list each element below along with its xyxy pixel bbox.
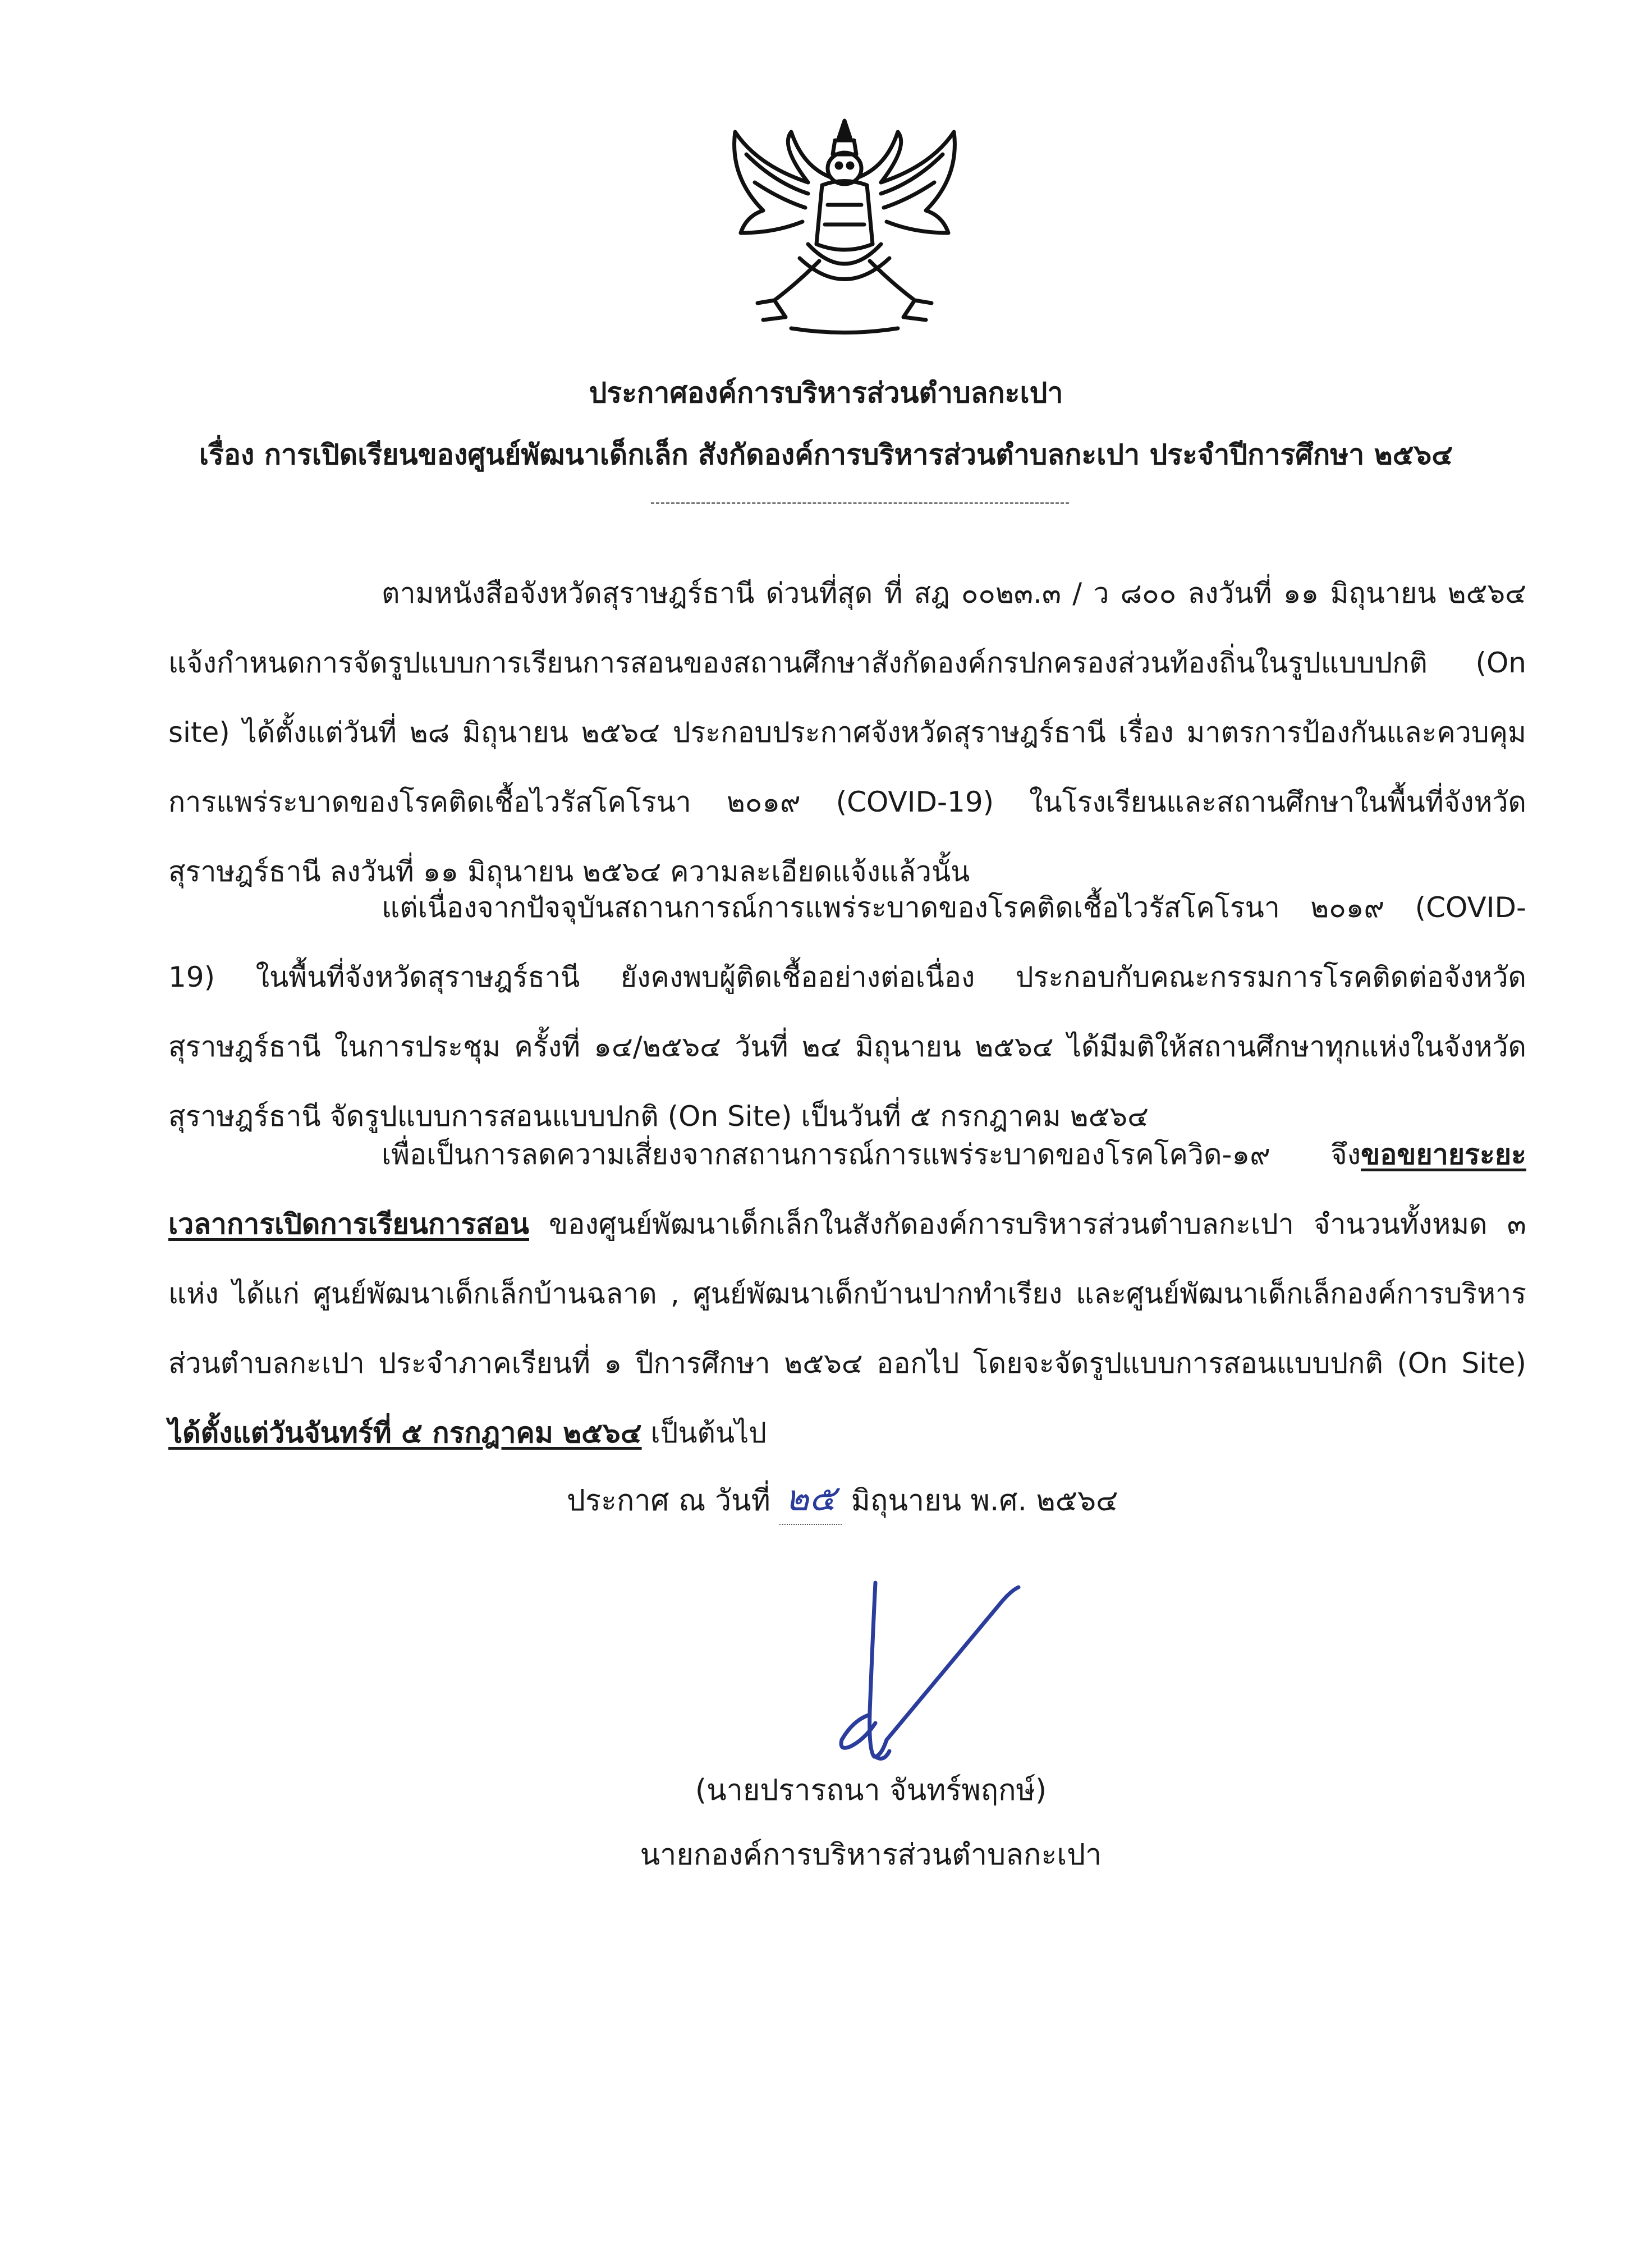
title-divider	[651, 502, 1069, 504]
paragraph-3-text-b: ของศูนย์พัฒนาเด็กเล็กในสังกัดองค์การบริหารส่วนตำบลกะเปา จำนวนทั้งหมด ๓ แห่ง ได้แก่ ศูนย์พัฒนาเด็กเล็กบ้านฉลาด , ศูนย์พัฒนาเด็กบ้านปากทำเรียง และศูนย์พัฒนาเด็กเล็กองค์การบริหารส่วนตำบลกะเปา ประจำภาคเรียนที่ ๑ ปีการศึกษา ๒๕๖๔ ออกไป โดยจะจัดรูปแบบการสอนแบบปกติ (On Site)	[168, 1208, 1526, 1380]
start-date-emphasis: ได้ตั้งแต่วันจันทร์ที่ ๕ กรกฎาคม ๒๕๖๔	[168, 1417, 642, 1449]
paragraph-1-text: ตามหนังสือจังหวัดสุราษฎร์ธานี ด่วนที่สุด ที่ สฎ ๐๐๒๓.๓ / ว ๘๐๐ ลงวันที่ ๑๑ มิถุนายน ๒๕๖๔ แจ้งกำหนดการจัดรูปแบบการเรียนการสอนของสถานศึกษาสังกัดองค์กรปกครองส่วนท้องถิ่นในรูปแบบปกติ (On site) ได้ตั้งแต่วันที่ ๒๘ มิถุนายน ๒๕๖๔ ประกอบประกาศจังหวัดสุราษฎร์ธานี เรื่อง มาตรการป้องกันและควบคุมการแพร่ระบาดของโรคติดเชื้อไวรัสโคโรนา ๒๐๑๙ (COVID-19) ในโรงเรียนและสถานศึกษาในพื้นที่จังหวัดสุราษฎร์ธานี ลงวันที่ ๑๑ มิถุนายน ๒๕๖๔ ความละเอียดแจ้งแล้วนั้น	[168, 577, 1526, 888]
announcement-date	[567, 1473, 1118, 1526]
announcement-subject: เรื่อง การเปิดเรียนของศูนย์พัฒนาเด็กเล็ก สังกัดองค์การบริหารส่วนตำบลกะเปา ประจำปีการศึกษา ๒๕๖๔	[199, 438, 1453, 471]
date-suffix: มิถุนายน พ.ศ. ๒๕๖๔	[851, 1484, 1118, 1518]
paragraph-1	[168, 558, 1526, 906]
paragraph-3-text-a: เพื่อเป็นการลดความเสี่ยงจากสถานการณ์การแพร่ระบาดของโรคโควิด-๑๙ จึง	[382, 1138, 1361, 1171]
handwritten-day: ๒๕	[779, 1473, 842, 1525]
extension-emphasis: ขอขยายระยะเวลาการเปิดการเรียนการสอน	[168, 1138, 1526, 1240]
paragraph-3-text-c: เป็นต้นไป	[641, 1417, 767, 1449]
date-prefix: ประกาศ ณ วันที่	[567, 1484, 770, 1518]
garuda-emblem	[724, 115, 965, 340]
paragraph-2	[168, 873, 1526, 1151]
paragraph-2-text: แต่เนื่องจากปัจจุบันสถานการณ์การแพร่ระบาดของโรคติดเชื้อไวรัสโคโรนา ๒๐๑๙ (COVID-19) ในพื้นที่จังหวัดสุราษฎร์ธานี ยังคงพบผู้ติดเชื้ออย่างต่อเนื่อง ประกอบกับคณะกรรมการโรคติดต่อจังหวัดสุราษฎร์ธานี ในการประชุม ครั้งที่ ๑๔/๒๕๖๔ วันที่ ๒๔ มิถุนายน ๒๕๖๔ ได้มีมติให้สถานศึกษาทุกแห่งในจังหวัดสุราษฎร์ธานี จัดรูปแบบการสอนแบบปกติ (On Site) เป็นวันที่ ๕ กรกฎาคม ๒๕๖๔	[168, 891, 1526, 1133]
signatory-name: (นายปรารถนา จันทร์พฤกษ์)	[695, 1774, 1047, 1807]
paragraph-3	[168, 1120, 1526, 1468]
announcement-title: ประกาศองค์การบริหารส่วนตำบลกะเปา	[589, 377, 1063, 409]
handwritten-signature	[797, 1572, 1111, 1785]
signatory-position: นายกองค์การบริหารส่วนตำบลกะเปา	[640, 1838, 1102, 1872]
